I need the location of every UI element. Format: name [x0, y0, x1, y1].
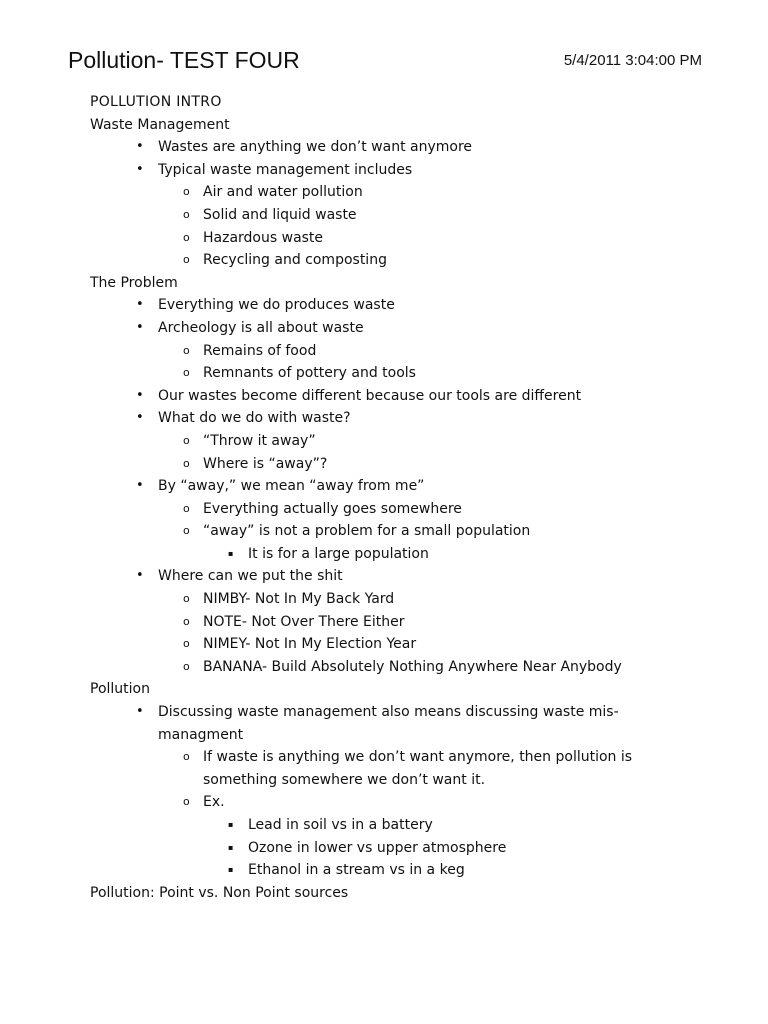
list-item-text: BANANA- Build Absolutely Nothing Anywhere Near Anybody	[203, 658, 622, 675]
list-item	[90, 181, 670, 204]
list-item-text: Everything actually goes somewhere	[203, 500, 462, 517]
list-item	[90, 814, 670, 837]
circle-bullet-icon: o	[183, 230, 190, 244]
list-item	[90, 588, 670, 611]
list-item-text: Everything we do produces waste	[158, 297, 395, 314]
list-item	[90, 294, 670, 317]
circle-bullet-icon: o	[183, 524, 190, 538]
bullet-icon: •	[136, 139, 144, 155]
list-item	[90, 633, 670, 656]
list-item	[90, 656, 670, 679]
list-item-text: Where is “away”?	[203, 455, 328, 472]
bullet-icon: •	[136, 478, 144, 494]
list-item	[90, 791, 670, 814]
topic-the-problem: The Problem	[90, 274, 178, 291]
document-header	[68, 44, 702, 78]
bullet-icon: •	[136, 319, 144, 335]
square-bullet-icon: ▪	[228, 865, 234, 875]
circle-bullet-icon: o	[183, 614, 190, 628]
pollution-list	[90, 701, 670, 882]
list-item	[90, 859, 670, 882]
circle-bullet-icon: o	[183, 207, 190, 221]
list-item	[90, 249, 670, 272]
list-item-text: NIMBY- Not In My Back Yard	[203, 591, 395, 608]
list-item	[90, 520, 670, 543]
circle-bullet-icon: o	[183, 456, 190, 470]
waste-management-list	[90, 136, 670, 272]
list-item	[90, 340, 670, 363]
list-item-text: What do we do with waste?	[158, 410, 351, 427]
list-item	[90, 204, 670, 227]
bullet-icon: •	[136, 410, 144, 426]
list-item	[90, 746, 670, 791]
list-item	[90, 701, 658, 746]
circle-bullet-icon: o	[183, 659, 190, 673]
document-title: Pollution- TEST FOUR	[68, 47, 300, 73]
list-item	[90, 543, 670, 566]
document-timestamp: 5/4/2011 3:04:00 PM	[563, 52, 702, 69]
list-item	[90, 498, 670, 521]
list-item-text: If waste is anything we don’t want anymore, then pollution is something somewhere we don’t want it.	[203, 749, 633, 788]
list-item-text: Air and water pollution	[203, 184, 363, 201]
list-item-text: Recycling and composting	[203, 252, 387, 269]
list-item	[90, 611, 670, 634]
bullet-icon: •	[136, 704, 144, 720]
list-item-text: Solid and liquid waste	[203, 206, 357, 223]
circle-bullet-icon: o	[183, 750, 190, 764]
list-item	[90, 317, 670, 340]
circle-bullet-icon: o	[183, 637, 190, 651]
list-item	[90, 362, 670, 385]
problem-list	[90, 294, 670, 678]
list-item	[90, 136, 670, 159]
list-item-text: “away” is not a problem for a small population	[203, 523, 531, 540]
list-item	[90, 407, 670, 430]
list-item-text: Our wastes become different because our tools are different	[158, 387, 582, 404]
list-item-text: It is for a large population	[248, 545, 429, 562]
list-item-text: Ex.	[203, 794, 225, 811]
bullet-icon: •	[136, 297, 144, 313]
list-item	[90, 453, 670, 476]
list-item	[90, 837, 670, 860]
bullet-icon: •	[136, 387, 144, 403]
list-item	[90, 227, 670, 250]
circle-bullet-icon: o	[183, 366, 190, 380]
list-item-text: NOTE- Not Over There Either	[203, 613, 405, 630]
circle-bullet-icon: o	[183, 185, 190, 199]
square-bullet-icon: ▪	[228, 548, 234, 558]
list-item-text: Typical waste management includes	[158, 161, 413, 178]
list-item-text: Wastes are anything we don’t want anymore	[158, 139, 473, 156]
circle-bullet-icon: o	[183, 343, 190, 357]
list-item-text: Ethanol in a stream vs in a keg	[248, 862, 465, 879]
circle-bullet-icon: o	[183, 433, 190, 447]
notes-body	[90, 91, 670, 904]
list-item-text: By “away,” we mean “away from me”	[158, 478, 425, 495]
circle-bullet-icon: o	[183, 795, 190, 809]
list-item-text: “Throw it away”	[203, 432, 316, 449]
topic-pollution: Pollution	[90, 681, 150, 698]
topic-point-sources: Pollution: Point vs. Non Point sources	[90, 884, 349, 901]
bullet-icon: •	[136, 161, 144, 177]
square-bullet-icon: ▪	[228, 842, 234, 852]
list-item-text: Where can we put the shit	[158, 568, 343, 585]
section-heading: POLLUTION INTRO	[90, 94, 222, 110]
circle-bullet-icon: o	[183, 592, 190, 606]
list-item-text: Ozone in lower vs upper atmosphere	[248, 839, 507, 856]
list-item	[90, 475, 670, 498]
bullet-icon: •	[136, 568, 144, 584]
list-item	[90, 159, 670, 182]
list-item-text: Discussing waste management also means discussing waste mis-managment	[158, 704, 619, 743]
list-item	[90, 385, 670, 408]
circle-bullet-icon: o	[183, 501, 190, 515]
list-item-text: Archeology is all about waste	[158, 319, 364, 336]
list-item	[90, 565, 670, 588]
topic-waste-management: Waste Management	[90, 116, 230, 133]
square-bullet-icon: ▪	[228, 820, 234, 829]
list-item-text: NIMEY- Not In My Election Year	[203, 636, 417, 653]
list-item-text: Lead in soil vs in a battery	[248, 817, 433, 833]
circle-bullet-icon: o	[183, 253, 190, 267]
list-item-text: Remains of food	[203, 342, 317, 359]
list-item-text: Hazardous waste	[203, 229, 324, 246]
list-item-text: Remnants of pottery and tools	[203, 365, 416, 382]
list-item	[90, 430, 670, 453]
